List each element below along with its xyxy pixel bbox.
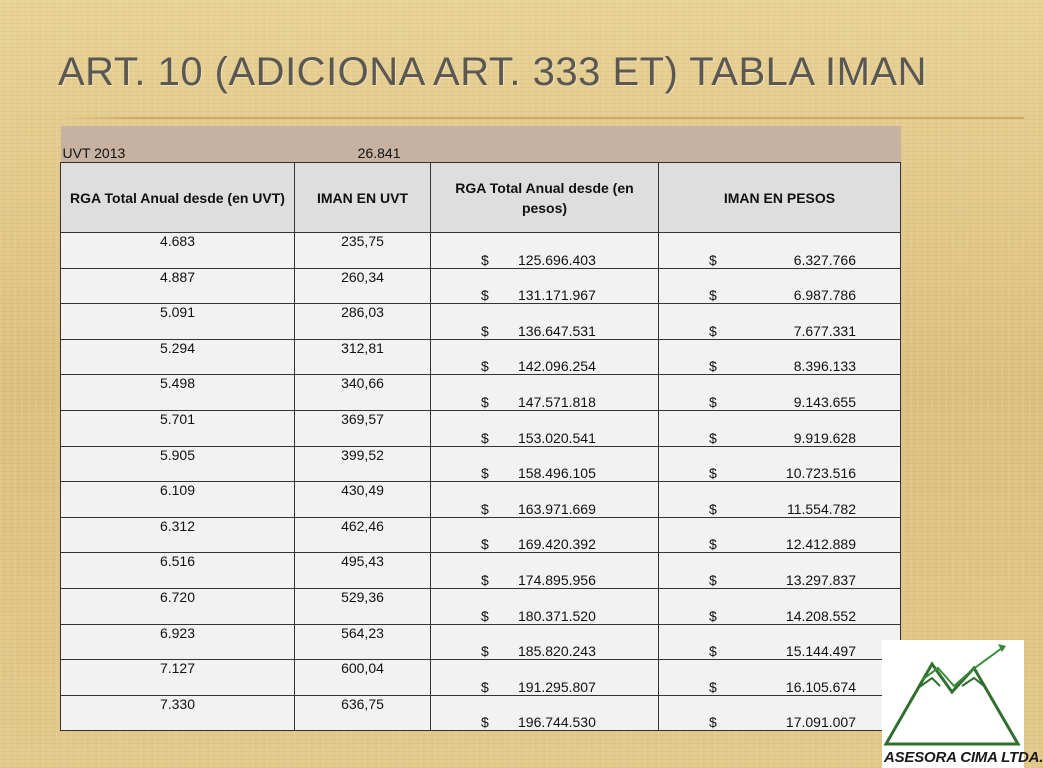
amount-value: 16.105.674 [785,678,856,695]
mountain-logo-icon [882,640,1024,752]
rga-pesos-cell [431,660,659,696]
slide-title: ART. 10 (ADICIONA ART. 333 ET) TABLA IMAN [58,50,927,94]
table-row [61,268,901,304]
uvt-value: 26.841 [295,126,431,163]
iman-pesos-cell [659,304,901,340]
currency-symbol: $ [709,500,717,517]
iman-uvt-cell: 260,34 [295,268,431,304]
iman-pesos-cell [659,553,901,589]
iman-uvt-cell: 600,04 [295,660,431,696]
currency-symbol: $ [709,322,717,339]
uvt-row [61,126,901,163]
currency-symbol: $ [709,465,717,482]
iman-pesos-cell [659,660,901,696]
table-row [61,624,901,660]
currency-symbol: $ [481,358,489,375]
rga-pesos-cell [431,375,659,411]
rga-pesos-cell [431,553,659,589]
iman-pesos-cell [659,233,901,269]
rga-uvt-cell: 5.091 [61,304,295,340]
amount-value: 142.096.254 [518,358,596,375]
table-header-row [61,163,901,233]
rga-uvt-cell: 7.330 [61,695,295,731]
iman-pesos-cell [659,375,901,411]
amount-value: 14.208.552 [785,607,856,624]
currency-symbol: $ [481,287,489,304]
amount-value: 163.971.669 [518,500,596,517]
currency-symbol: $ [709,287,717,304]
amount-value: 9.143.655 [793,393,856,410]
rga-pesos-cell [431,482,659,518]
iman-pesos-cell [659,446,901,482]
iman-pesos-cell [659,517,901,553]
iman-uvt-cell: 399,52 [295,446,431,482]
currency-symbol: $ [481,643,489,660]
table-row [61,304,901,340]
amount-value: 196.744.530 [518,714,596,731]
table-row [61,375,901,411]
header-rga-uvt: RGA Total Anual desde (en UVT) [61,163,295,233]
rga-pesos-cell [431,624,659,660]
rga-uvt-cell: 6.720 [61,588,295,624]
rga-uvt-cell: 6.109 [61,482,295,518]
company-logo [882,640,1043,768]
amount-value: 136.647.531 [518,322,596,339]
currency-symbol: $ [481,607,489,624]
amount-value: 8.396.133 [793,358,856,375]
currency-symbol: $ [481,500,489,517]
rga-pesos-cell [431,304,659,340]
iman-table [60,126,901,731]
table-row [61,553,901,589]
amount-value: 13.297.837 [785,571,856,588]
table-row [61,517,901,553]
iman-uvt-cell: 462,46 [295,517,431,553]
amount-value: 9.919.628 [793,429,856,446]
iman-uvt-cell: 564,23 [295,624,431,660]
currency-symbol: $ [481,251,489,268]
rga-uvt-cell: 6.923 [61,624,295,660]
rga-pesos-cell [431,446,659,482]
amount-value: 191.295.807 [518,678,596,695]
iman-uvt-cell: 636,75 [295,695,431,731]
table-row [61,410,901,446]
currency-symbol: $ [481,322,489,339]
table-row [61,446,901,482]
amount-value: 185.820.243 [518,643,596,660]
header-rga-pesos: RGA Total Anual desde (en pesos) [431,163,659,233]
rga-uvt-cell: 4.887 [61,268,295,304]
rga-pesos-cell [431,233,659,269]
rga-uvt-cell: 6.516 [61,553,295,589]
header-iman-pesos: IMAN EN PESOS [659,163,901,233]
currency-symbol: $ [709,678,717,695]
iman-pesos-cell [659,339,901,375]
rga-pesos-cell [431,410,659,446]
title-divider [58,117,1024,119]
table-row [61,482,901,518]
currency-symbol: $ [709,251,717,268]
iman-uvt-cell: 430,49 [295,482,431,518]
amount-value: 169.420.392 [518,536,596,553]
iman-pesos-cell [659,410,901,446]
iman-uvt-cell: 312,81 [295,339,431,375]
rga-uvt-cell: 6.312 [61,517,295,553]
currency-symbol: $ [709,536,717,553]
currency-symbol: $ [481,465,489,482]
rga-pesos-cell [431,268,659,304]
rga-pesos-cell [431,339,659,375]
amount-value: 131.171.967 [518,287,596,304]
iman-pesos-cell [659,588,901,624]
table-row [61,233,901,269]
rga-uvt-cell: 5.498 [61,375,295,411]
currency-symbol: $ [709,429,717,446]
amount-value: 6.987.786 [793,287,856,304]
iman-pesos-cell [659,482,901,518]
amount-value: 153.020.541 [518,429,596,446]
amount-value: 125.696.403 [518,251,596,268]
currency-symbol: $ [709,643,717,660]
iman-uvt-cell: 340,66 [295,375,431,411]
rga-pesos-cell [431,588,659,624]
iman-uvt-cell: 495,43 [295,553,431,589]
amount-value: 174.895.956 [518,571,596,588]
amount-value: 12.412.889 [785,536,856,553]
currency-symbol: $ [709,358,717,375]
rga-pesos-cell [431,695,659,731]
amount-value: 17.091.007 [785,714,856,731]
iman-pesos-cell [659,695,901,731]
uvt-label: UVT 2013 [61,126,295,163]
currency-symbol: $ [481,678,489,695]
currency-symbol: $ [709,607,717,624]
currency-symbol: $ [481,536,489,553]
currency-symbol: $ [709,571,717,588]
currency-symbol: $ [481,393,489,410]
currency-symbol: $ [481,571,489,588]
amount-value: 147.571.818 [518,393,596,410]
currency-symbol: $ [709,714,717,731]
iman-uvt-cell: 286,03 [295,304,431,340]
amount-value: 180.371.520 [518,607,596,624]
rga-uvt-cell: 5.701 [61,410,295,446]
logo-text: ASESORA CIMA LTDA. [884,749,1043,766]
iman-pesos-cell [659,268,901,304]
header-iman-uvt: IMAN EN UVT [295,163,431,233]
rga-uvt-cell: 4.683 [61,233,295,269]
iman-uvt-cell: 235,75 [295,233,431,269]
rga-uvt-cell: 7.127 [61,660,295,696]
iman-pesos-cell [659,624,901,660]
amount-value: 15.144.497 [785,643,856,660]
rga-uvt-cell: 5.294 [61,339,295,375]
amount-value: 10.723.516 [785,465,856,482]
table-row [61,695,901,731]
currency-symbol: $ [481,429,489,446]
rga-uvt-cell: 5.905 [61,446,295,482]
amount-value: 7.677.331 [793,322,856,339]
currency-symbol: $ [709,393,717,410]
table-row [61,588,901,624]
iman-uvt-cell: 369,57 [295,410,431,446]
amount-value: 158.496.105 [518,465,596,482]
table-row [61,339,901,375]
table-row [61,660,901,696]
amount-value: 11.554.782 [786,500,856,517]
amount-value: 6.327.766 [793,251,856,268]
iman-uvt-cell: 529,36 [295,588,431,624]
currency-symbol: $ [481,714,489,731]
rga-pesos-cell [431,517,659,553]
